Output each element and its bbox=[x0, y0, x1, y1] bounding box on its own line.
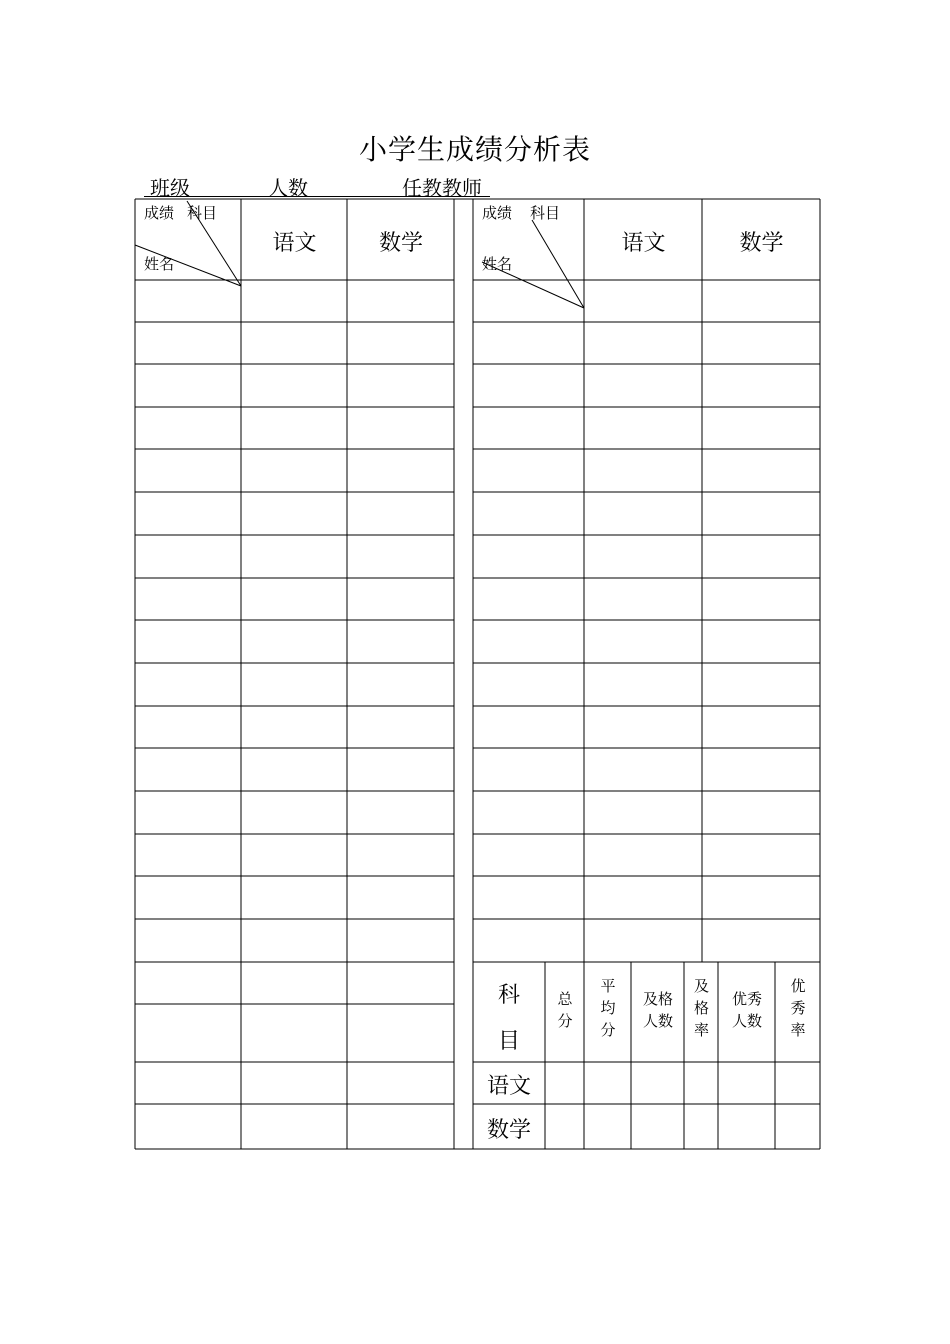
summary-average-char-1: 平 bbox=[600, 977, 616, 995]
page-title: 小学生成绩分析表 bbox=[358, 133, 591, 166]
left-diag-score: 成绩 bbox=[144, 204, 175, 222]
summary-average-char-3: 分 bbox=[600, 1021, 616, 1039]
summary-pass-rate-char-2: 格 bbox=[693, 999, 709, 1017]
left-col-chinese: 语文 bbox=[272, 231, 317, 256]
right-col-math: 数学 bbox=[739, 231, 784, 256]
summary-pass-rate-header bbox=[685, 975, 718, 1041]
right-diag-subject: 科目 bbox=[530, 204, 561, 222]
summary-pass-count-line-2: 人数 bbox=[642, 1012, 673, 1030]
summary-row-chinese: 语文 bbox=[486, 1074, 531, 1099]
summary-subject-char-1: 科 bbox=[497, 983, 520, 1008]
summary-subject-char-2: 目 bbox=[497, 1029, 520, 1054]
summary-total-header bbox=[545, 988, 585, 1032]
student-count-label: 人数 bbox=[268, 176, 308, 200]
left-col-math: 数学 bbox=[378, 231, 423, 256]
summary-total-char-2: 分 bbox=[557, 1012, 573, 1030]
summary-excellent-count-header bbox=[719, 988, 775, 1032]
right-diag-score: 成绩 bbox=[482, 204, 513, 222]
left-diag-name: 姓名 bbox=[144, 255, 175, 273]
summary-excellent-rate-char-3: 率 bbox=[790, 1021, 806, 1039]
right-col-chinese: 语文 bbox=[621, 231, 666, 256]
right-diag-name: 姓名 bbox=[482, 255, 513, 273]
teacher-label: 任教教师 bbox=[402, 176, 482, 200]
summary-subject-header bbox=[474, 973, 544, 1065]
summary-pass-count-line-1: 及格 bbox=[642, 990, 673, 1008]
summary-excellent-rate-header bbox=[776, 975, 820, 1041]
left-diag-subject: 科目 bbox=[187, 204, 218, 222]
summary-average-header bbox=[585, 975, 631, 1041]
summary-pass-rate-char-3: 率 bbox=[693, 1021, 709, 1039]
summary-excellent-rate-char-2: 秀 bbox=[790, 999, 806, 1017]
summary-excellent-rate-char-1: 优 bbox=[790, 977, 806, 995]
summary-total-char-1: 总 bbox=[557, 990, 573, 1008]
class-label: 班级 bbox=[150, 176, 190, 200]
right-diag-line-1 bbox=[532, 220, 584, 308]
summary-row-math: 数学 bbox=[486, 1118, 531, 1143]
summary-excellent-count-line-2: 人数 bbox=[731, 1012, 762, 1030]
summary-excellent-count-line-1: 优秀 bbox=[731, 990, 762, 1008]
summary-pass-count-header bbox=[632, 988, 684, 1032]
summary-average-char-2: 均 bbox=[600, 999, 616, 1017]
summary-pass-rate-char-1: 及 bbox=[693, 977, 709, 995]
